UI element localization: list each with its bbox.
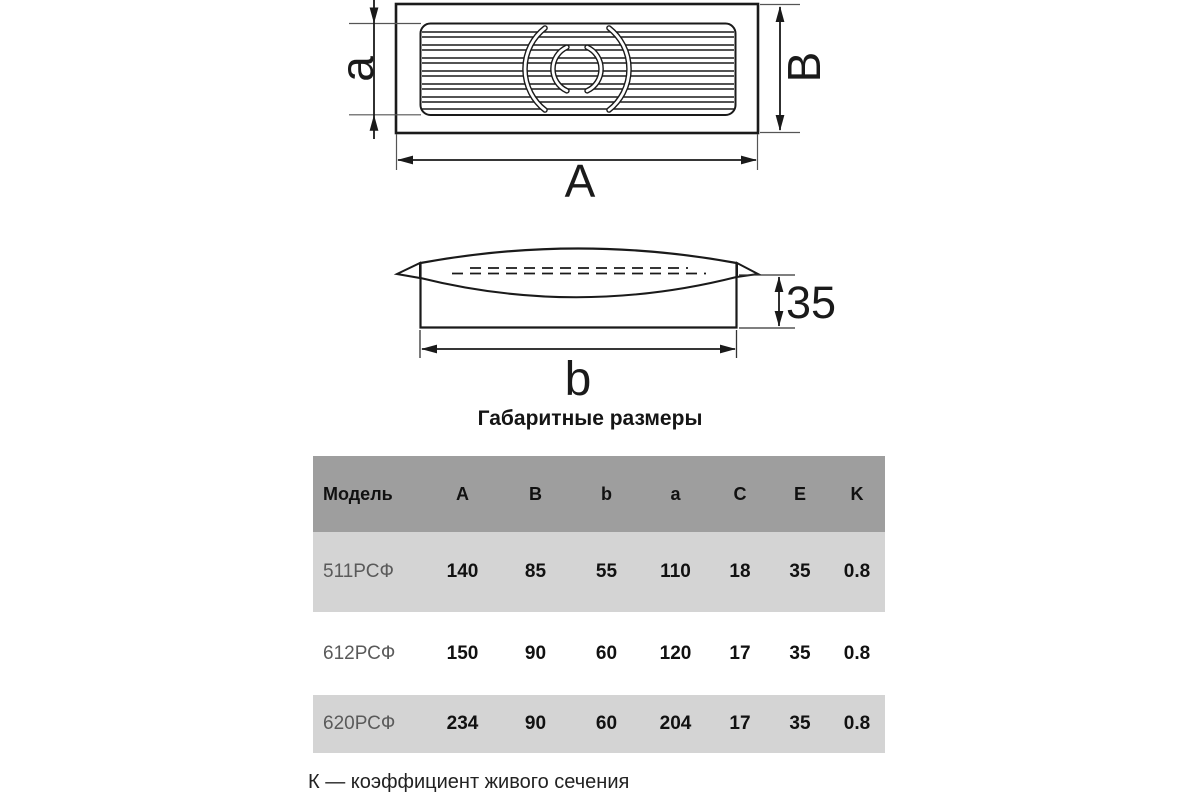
table-cell: 60	[595, 713, 618, 734]
arrowhead-down-icon	[370, 8, 379, 24]
table-header-row	[313, 456, 885, 532]
grille-top-view	[331, 0, 830, 207]
table-cell: 90	[524, 642, 547, 664]
col-header-B: B	[529, 483, 542, 504]
table-cell: 110	[660, 561, 691, 582]
dimension-b	[420, 330, 737, 400]
dim-label-b: b	[564, 353, 592, 400]
table-cell: 17	[729, 713, 751, 734]
dimension-B	[760, 5, 830, 133]
arrowhead-up-icon	[775, 277, 784, 293]
table-cell: 140	[446, 561, 479, 582]
table-cell: 120	[659, 642, 692, 664]
col-header-K: K	[850, 483, 864, 504]
table-cell: 0.8	[843, 713, 871, 734]
col-header-C: C	[733, 483, 747, 504]
grille-side-view	[397, 249, 836, 401]
col-header-model: Модель	[323, 483, 393, 504]
table-cell: 204	[659, 713, 692, 734]
dim-label-a: a	[331, 56, 383, 82]
dimension-A	[397, 134, 758, 207]
col-header-E: E	[793, 483, 806, 504]
table-cell: 0.8	[843, 561, 871, 582]
table-cell: 234	[446, 713, 479, 734]
left-flange	[397, 263, 420, 278]
table-cell: 18	[729, 561, 751, 582]
table-cell: 0.8	[843, 642, 871, 664]
dimension-35	[739, 275, 836, 328]
arrowhead-left-icon	[397, 156, 413, 165]
table-cell: 60	[595, 642, 618, 664]
arrowhead-right-icon	[720, 345, 736, 354]
section-title: Габаритные размеры	[477, 407, 703, 430]
arrowhead-down-icon	[776, 115, 785, 131]
arrowhead-up-icon	[776, 6, 785, 22]
arrowhead-right-icon	[741, 156, 757, 165]
table-cell: 35	[789, 713, 811, 734]
dim-label-B: B	[778, 51, 830, 83]
table-cell-model: 511РСФ	[323, 561, 394, 582]
dim-label-A: A	[564, 155, 596, 207]
table-row	[313, 532, 885, 612]
table-cell-model: 620РСФ	[323, 713, 396, 734]
table-cell: 90	[524, 713, 547, 734]
arrowhead-left-icon	[421, 345, 437, 354]
table-row	[313, 695, 885, 753]
table-cell: 35	[789, 561, 811, 582]
dim-label-35: 35	[786, 277, 837, 328]
table-row	[313, 612, 885, 695]
coefficient-note: К — коэффициент живого сечения	[308, 771, 630, 793]
table-cell: 150	[446, 642, 479, 664]
table-cell: 55	[595, 561, 618, 582]
table-cell: 85	[524, 561, 547, 582]
arrowhead-down-icon	[775, 311, 784, 327]
table-cell-model: 612РСФ	[323, 642, 396, 664]
table-cell: 35	[789, 642, 811, 664]
table-cell: 17	[729, 642, 751, 664]
dimensions-table	[313, 456, 885, 753]
arrowhead-up-icon	[370, 115, 379, 131]
col-header-A: A	[456, 483, 469, 504]
col-header-a: a	[670, 483, 681, 504]
col-header-b: b	[601, 483, 612, 504]
